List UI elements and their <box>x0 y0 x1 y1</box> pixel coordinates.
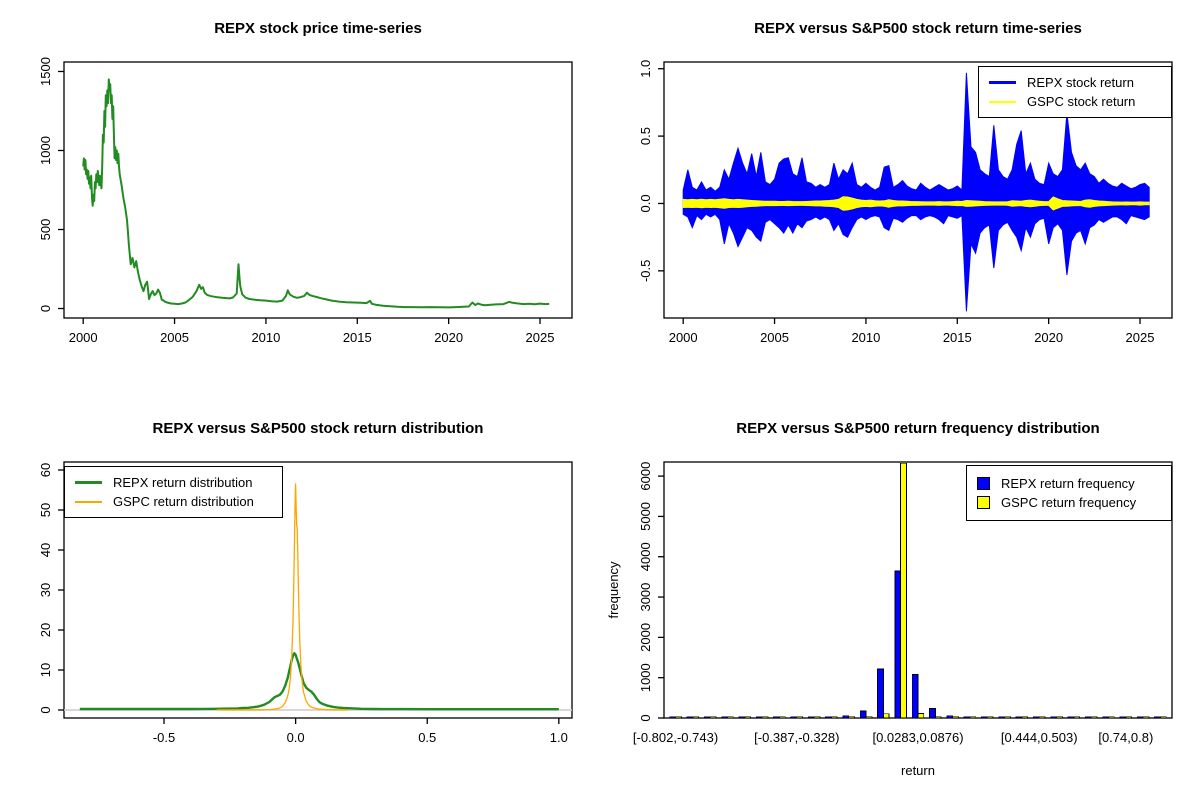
legend-label: REPX stock return <box>1027 75 1134 90</box>
legend-item-repx-return <box>989 75 1159 90</box>
return-chart-svg <box>600 0 1200 400</box>
frequency-chart-svg <box>600 400 1200 800</box>
svg-text:1000: 1000 <box>38 136 53 165</box>
svg-text:2015: 2015 <box>942 330 972 345</box>
svg-text:500: 500 <box>38 218 53 241</box>
svg-text:2000: 2000 <box>638 622 653 652</box>
svg-text:20: 20 <box>38 622 53 638</box>
legend-item-gspc-distribution <box>75 494 270 509</box>
svg-text:2010: 2010 <box>251 330 281 345</box>
distribution-legend <box>64 466 283 518</box>
svg-text:10: 10 <box>38 662 53 678</box>
price-chart-svg <box>0 0 600 400</box>
svg-text:4000: 4000 <box>638 542 653 572</box>
distribution-chart-svg <box>0 400 600 800</box>
svg-text:3000: 3000 <box>638 582 653 612</box>
svg-text:2025: 2025 <box>1125 330 1155 345</box>
panel-return-distribution <box>0 400 600 800</box>
svg-text:1500: 1500 <box>38 57 53 86</box>
legend-label: GSPC return distribution <box>113 494 254 509</box>
svg-text:0.0: 0.0 <box>638 194 653 213</box>
svg-text:2020: 2020 <box>434 330 464 345</box>
legend-item-gspc-return <box>989 94 1159 109</box>
svg-text:[-0.802,-0.743): [-0.802,-0.743) <box>632 730 719 745</box>
frequency-chart-title: REPX versus S&P500 return frequency distribution <box>736 420 1100 437</box>
svg-text:[0.0283,0.0876): [0.0283,0.0876) <box>872 730 964 745</box>
price-chart-title: REPX stock price time-series <box>214 20 422 37</box>
svg-text:6000: 6000 <box>638 461 653 491</box>
svg-text:1.0: 1.0 <box>549 730 568 745</box>
legend-label: REPX return frequency <box>1001 476 1135 491</box>
svg-text:-0.5: -0.5 <box>152 730 176 745</box>
svg-text:2005: 2005 <box>160 330 190 345</box>
legend-label: GSPC stock return <box>1027 94 1136 109</box>
svg-text:[0.74,0.8): [0.74,0.8) <box>1098 730 1154 745</box>
return-chart-title: REPX versus S&P500 stock return time-series <box>754 20 1082 37</box>
svg-text:frequency: frequency <box>606 561 621 619</box>
svg-text:[0.444,0.503): [0.444,0.503) <box>1000 730 1078 745</box>
panel-return-timeseries <box>600 0 1200 400</box>
svg-text:2000: 2000 <box>668 330 698 345</box>
svg-text:return: return <box>901 763 935 778</box>
svg-text:0.5: 0.5 <box>418 730 437 745</box>
svg-text:50: 50 <box>38 502 53 518</box>
panel-price-timeseries <box>0 0 600 400</box>
svg-text:-0.5: -0.5 <box>638 259 653 283</box>
svg-text:40: 40 <box>38 542 53 558</box>
svg-text:0.5: 0.5 <box>638 127 653 146</box>
frequency-legend <box>966 465 1172 521</box>
svg-text:[-0.387,-0.328): [-0.387,-0.328) <box>754 730 840 745</box>
gspc-line-swatch <box>75 501 102 503</box>
return-legend <box>978 66 1172 118</box>
repx-square-swatch <box>977 477 990 490</box>
svg-text:2015: 2015 <box>342 330 372 345</box>
panel-return-frequency <box>600 400 1200 800</box>
legend-item-repx-distribution <box>75 475 270 490</box>
svg-text:0.0: 0.0 <box>286 730 305 745</box>
svg-text:2010: 2010 <box>851 330 881 345</box>
svg-text:0: 0 <box>38 706 53 714</box>
svg-text:1000: 1000 <box>638 663 653 693</box>
gspc-line-swatch <box>989 101 1016 103</box>
svg-text:1.0: 1.0 <box>638 59 653 78</box>
legend-label: GSPC return frequency <box>1001 495 1137 510</box>
distribution-chart-title: REPX versus S&P500 stock return distribution <box>152 420 484 437</box>
svg-text:2000: 2000 <box>68 330 98 345</box>
svg-text:2025: 2025 <box>525 330 555 345</box>
repx-line-swatch <box>75 481 102 484</box>
svg-text:0: 0 <box>38 304 53 313</box>
legend-label: REPX return distribution <box>113 475 253 490</box>
svg-text:0: 0 <box>638 714 653 722</box>
legend-item-gspc-frequency <box>977 495 1159 510</box>
gspc-square-swatch <box>977 496 990 509</box>
repx-line-swatch <box>989 81 1016 84</box>
legend-item-repx-frequency <box>977 476 1159 491</box>
svg-text:60: 60 <box>38 462 53 478</box>
svg-text:2005: 2005 <box>760 330 790 345</box>
svg-text:2020: 2020 <box>1034 330 1064 345</box>
svg-text:5000: 5000 <box>638 501 653 531</box>
svg-text:30: 30 <box>38 582 53 598</box>
